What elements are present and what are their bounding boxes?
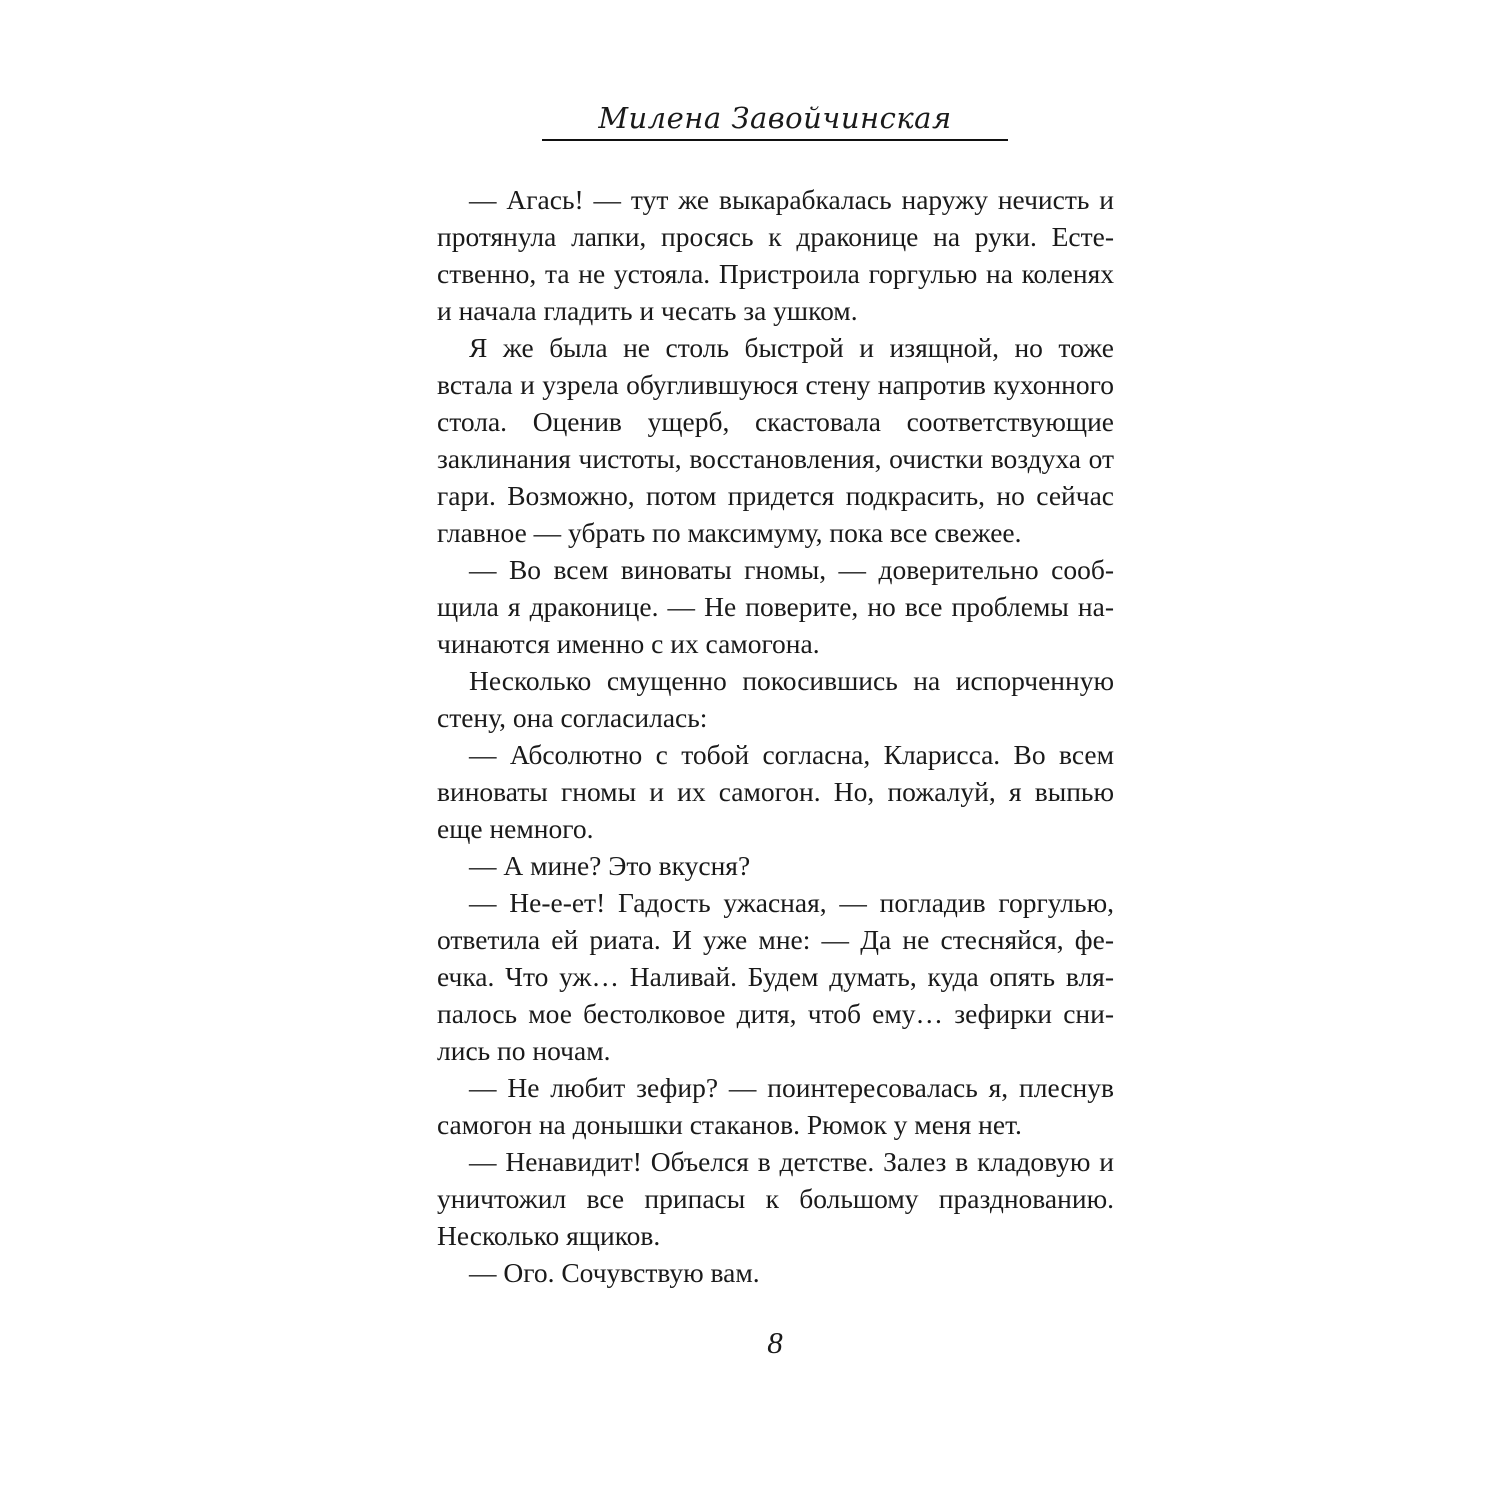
header-rule: [542, 139, 1008, 141]
paragraph: — Абсолютно с тобой согласна, Кларисса. Во всем виноваты гномы и их самогон. Но, пожалуй, я выпью еще немного.: [437, 739, 1114, 844]
running-head: [542, 100, 1008, 136]
paragraph: — А мине? Это вкусня?: [469, 850, 751, 881]
paragraph: — Агась! — тут же выкарабкалась наружу нечисть и протянула лапки, просясь к драконице на руки. Естественно, та не устояла. Пристроила горгулью на коленях и начала гладить и чесать за ушком.: [437, 184, 1114, 326]
paragraph: Несколько смущенно покосившись на испорченную стену, она согласилась:: [437, 665, 1114, 733]
page-number: 8: [767, 1325, 783, 1360]
paragraph: — Не-е-ет! Гадость ужасная, — погладив горгулью, ответила ей риата. И уже мне: — Да не стесняйся, феечка. Что уж… Наливай. Будем думать, куда опять вляпалось мое бестолковое дитя, чтоб ему… зефирки снились по ночам.: [437, 887, 1114, 1066]
paragraph: — Ого. Сочувствую вам.: [469, 1257, 760, 1288]
paragraph: Я же была не столь быстрой и изящной, но тоже встала и узрела обуглившуюся стену напротив кухонного стола. Оценив ущерб, скастовала соответствующие заклинания чистоты, восстановления, очистки воздуха от гари. Возможно, потом придется подкрасить, но сейчас главное — убрать по максимуму, пока все свежее.: [437, 332, 1114, 548]
author-name: Милена Завойчинская: [598, 101, 952, 135]
paragraph: — Во всем виноваты гномы, — доверительно сообщила я драконице. — Не поверите, но все проблемы начинаются именно с их самогона.: [437, 554, 1114, 659]
paragraph: — Не любит зефир? — поинтересовалась я, плеснув самогон на донышки стаканов. Рюмок у меня нет.: [437, 1072, 1114, 1140]
body-text: [437, 181, 1114, 1291]
paragraph: — Ненавидит! Объелся в детстве. Залез в кладовую и уничтожил все припасы к большому празднованию. Несколько ящиков.: [437, 1146, 1114, 1251]
